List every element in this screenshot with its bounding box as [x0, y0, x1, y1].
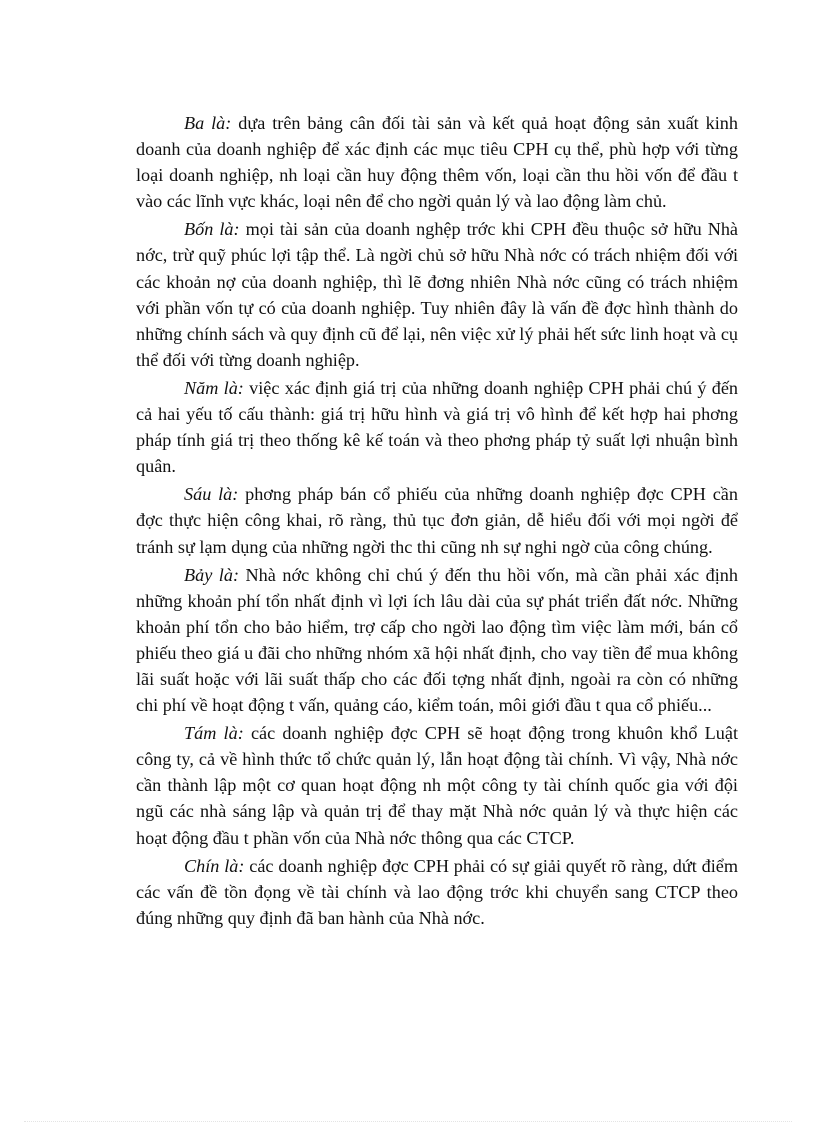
paragraph-text: các doanh nghiệp đợc CPH sẽ hoạt động trong khuôn khổ Luật công ty, cả về hình thức tổ chức quản lý, lẫn hoạt động tài chính. Vì vậy, Nhà nớc cần thành lập một cơ quan hoạt động nh một công ty tài chính quốc gia với đội ngũ các nhà sáng lập và quản trị để thay mặt Nhà nớc quản lý và thực hiện các hoạt động đầu t phần vốn của Nhà nớc thông qua các CTCP.	[136, 723, 738, 848]
paragraph-text: dựa trên bảng cân đối tài sản và kết quả hoạt động sản xuất kinh doanh của doanh nghiệp để xác định các mục tiêu CPH cụ thể, phù hợp với từng loại doanh nghiệp, nh loại cần huy động thêm vốn, loại cần thu hồi vốn để đầu t vào các lĩnh vực khác, loại nên để cho ngời quản lý và lao động làm chủ.	[136, 113, 738, 212]
paragraph-ba-la	[136, 110, 738, 214]
document-page	[136, 110, 738, 933]
paragraph-nam-la	[136, 375, 738, 479]
paragraph-text: các doanh nghiệp đợc CPH phải có sự giải quyết rõ ràng, dứt điểm các vấn đề tồn đọng về tài chính và lao động trớc khi chuyển sang CTCP theo đúng những quy định đã ban hành của Nhà nớc.	[136, 855, 738, 928]
paragraph-lead: Năm là:	[184, 377, 244, 398]
paragraph-lead: Ba là:	[184, 113, 232, 133]
paragraph-chin-la	[136, 853, 738, 931]
paragraph-text: phơng pháp bán cổ phiếu của những doanh nghiệp đợc CPH cần đợc thực hiện công khai, rõ ràng, thủ tục đơn giản, dễ hiểu đối với mọi ngời để tránh sự lạm dụng của những ngời thc thi cũng nh sự nghi ngờ của công chúng.	[136, 484, 738, 557]
paragraph-bon-la	[136, 216, 738, 373]
paragraph-lead: Chín là:	[184, 855, 245, 876]
paragraph-tam-la	[136, 720, 738, 850]
paragraph-lead: Tám là:	[184, 723, 244, 744]
paragraph-text: việc xác định giá trị của những doanh nghiệp CPH phải chú ý đến cả hai yếu tố cấu thành: giá trị hữu hình và giá trị vô hình để kết hợp hai phơng pháp tính giá trị theo thống kê kế toán và theo phơng pháp tỷ suất lợi nhuận bình quân.	[136, 377, 738, 477]
paragraph-lead: Bốn là:	[184, 219, 240, 240]
paragraph-sau-la	[136, 481, 738, 559]
paragraph-lead: Sáu là:	[184, 484, 239, 505]
paragraph-text: Nhà nớc không chỉ chú ý đến thu hồi vốn, mà cần phải xác định những khoản phí tổn nhất định vì lợi ích lâu dài của sự phát triển đất nớc. Những khoản phí tổn cho bảo hiểm, trợ cấp cho ngời lao động tìm việc làm mới, bán cổ phiếu theo giá u đãi cho những nhóm xã hội nhất định, cho vay tiền để mua không lãi suất hoặc với lãi suất thấp cho các đối tợng nhất định, ngoài ra còn có những chi phí về hoạt động t vấn, quảng cáo, kiểm toán, môi giới đầu t qua cổ phiếu...	[136, 564, 738, 716]
paragraph-lead: Bảy là:	[184, 564, 240, 585]
paragraph-text: mọi tài sản của doanh nghệp trớc khi CPH đều thuộc sở hữu Nhà nớc, trừ quỹ phúc lợi tập thể. Là ngời chủ sở hữu Nhà nớc có trách nhiệm đối với các khoản nợ của doanh nghiệp, thì lẽ đơng nhiên Nhà nớc cũng có trách nhiệm với phần vốn tự có của doanh nghiệp. Tuy nhiên đây là vấn đề đợc hình thành do những chính sách và quy định cũ để lại, nên việc xử lý phải hết sức linh hoạt và cụ thể đối với từng doanh nghiệp.	[136, 219, 738, 370]
footer-dotted-rule	[24, 1121, 792, 1122]
paragraph-bay-la	[136, 562, 738, 719]
